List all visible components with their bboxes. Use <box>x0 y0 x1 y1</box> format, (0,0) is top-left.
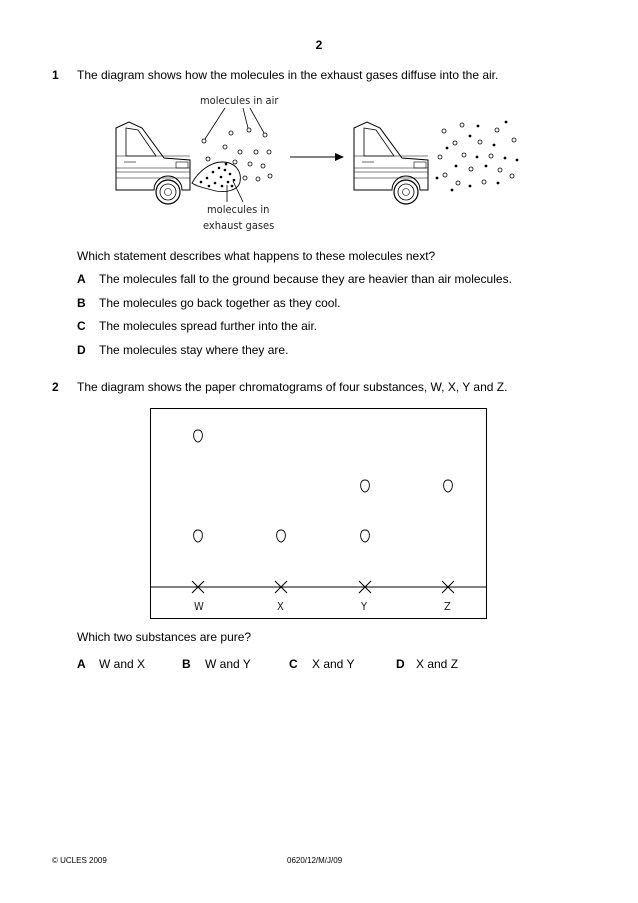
q1-option-b-letter: B <box>77 296 86 310</box>
q2-option-b-text: W and Y <box>205 657 251 671</box>
q1-option-c-text: The molecules spread further into the air. <box>99 319 318 333</box>
footer-paper-code: 0620/12/M/J/09 <box>287 856 343 865</box>
q2-option-c-letter: C <box>289 657 298 671</box>
page-number: 2 <box>315 38 323 52</box>
q1-question: Which statement describes what happens to these molecules next? <box>77 249 436 263</box>
q2-text: The diagram shows the paper chromatograms of four substances, W, X, Y and Z. <box>77 380 508 394</box>
q2-option-b-letter: B <box>182 657 191 671</box>
label-molecules-exhaust-line1: molecules in <box>207 203 270 216</box>
q2-option-a-letter: A <box>77 657 86 671</box>
q1-option-a-letter: A <box>77 272 86 286</box>
q1-option-d-text: The molecules stay where they are. <box>99 343 289 357</box>
q2-option-d-text: X and Z <box>416 657 459 671</box>
chromatogram-diagram <box>150 408 488 620</box>
q2-option-a-text: W and X <box>99 657 146 671</box>
lane-label-y: Y <box>361 600 368 613</box>
label-molecules-exhaust-line2: exhaust gases <box>203 219 275 232</box>
lane-label-z: Z <box>444 600 451 613</box>
q2-option-c-text: X and Y <box>312 657 355 671</box>
q1-option-b-text: The molecules go back together as they cool. <box>99 296 341 310</box>
diffusion-diagram <box>0 0 638 260</box>
footer-copyright: © UCLES 2009 <box>52 856 107 865</box>
lane-label-w: W <box>194 600 204 613</box>
label-molecules-in-air: molecules in air <box>200 94 279 107</box>
q2-question: Which two substances are pure? <box>77 630 252 644</box>
q1-option-c-letter: C <box>77 319 86 333</box>
lane-label-x: X <box>277 600 284 613</box>
q1-number: 1 <box>52 68 59 82</box>
q1-text: The diagram shows how the molecules in the exhaust gases diffuse into the air. <box>77 68 499 82</box>
q1-option-a-text: The molecules fall to the ground because they are heavier than air molecules. <box>99 272 512 286</box>
q2-option-d-letter: D <box>396 657 405 671</box>
q2-number: 2 <box>52 380 59 394</box>
q1-option-d-letter: D <box>77 343 86 357</box>
